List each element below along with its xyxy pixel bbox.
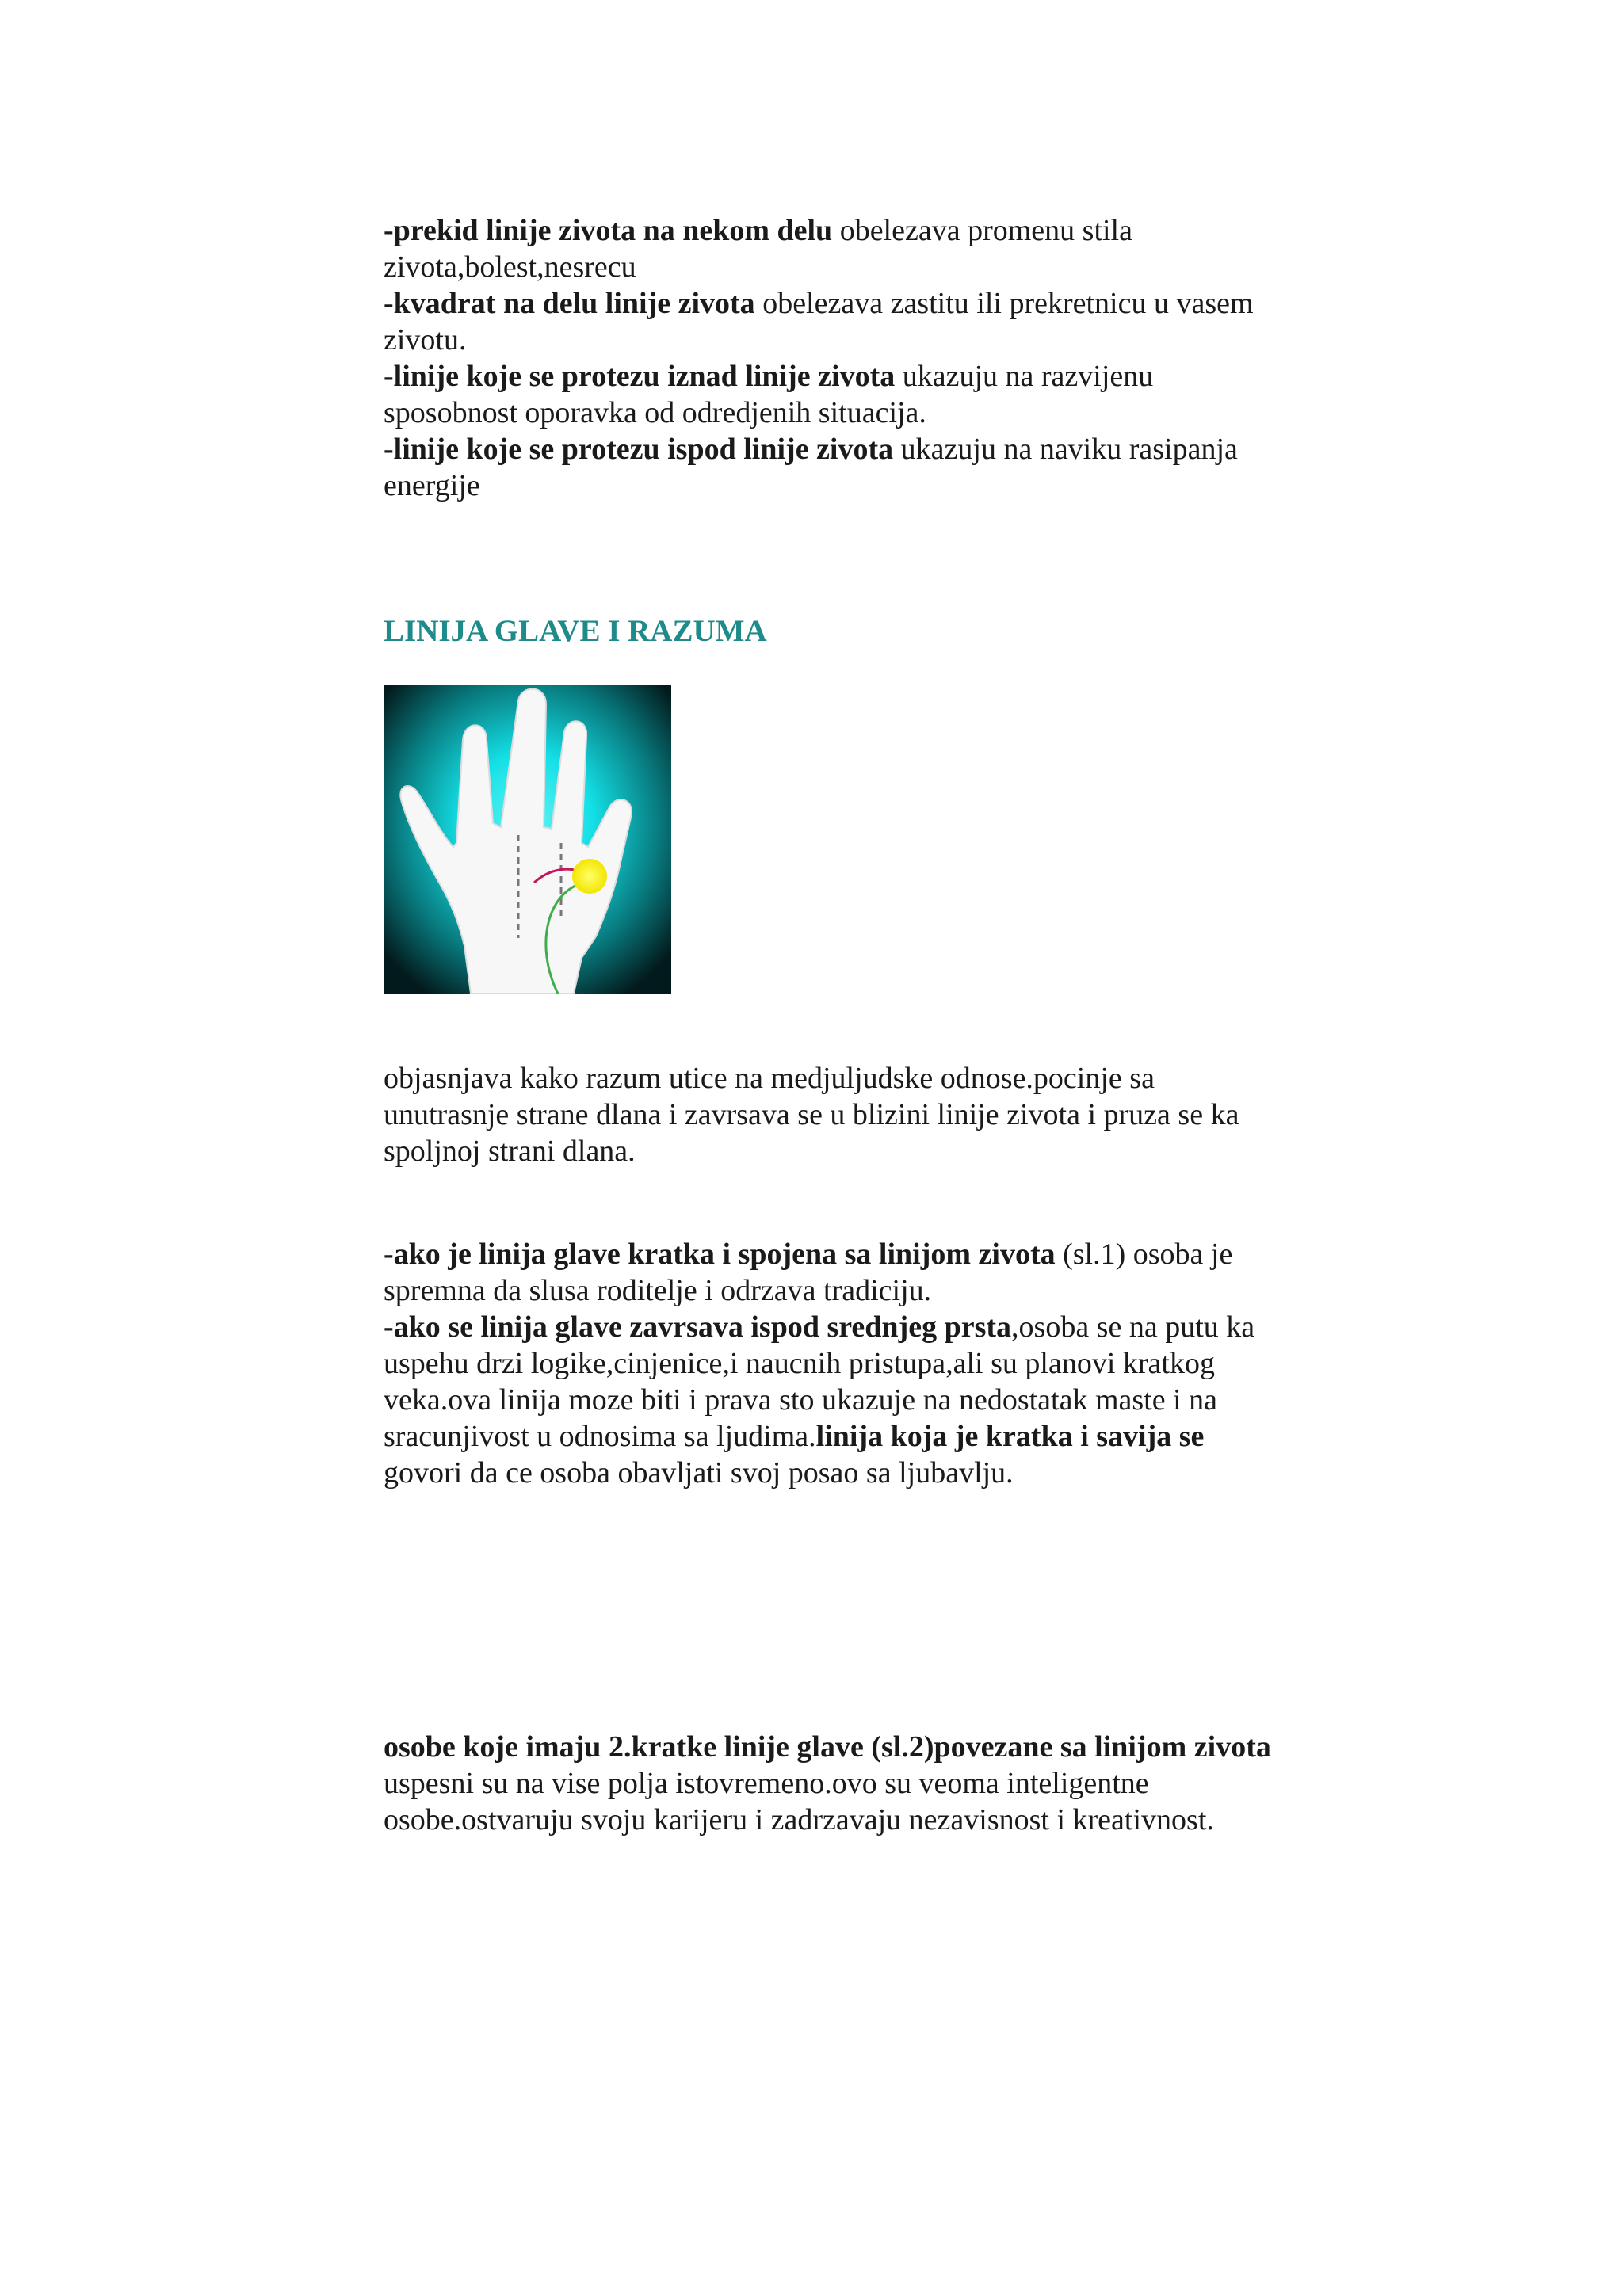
text-run: ukazuju na naviku rasipanja — [893, 433, 1238, 466]
text-line — [384, 1272, 1366, 1309]
text-line — [384, 1765, 1366, 1802]
text-line — [384, 1133, 1366, 1169]
text-run: zivota,bolest,nesrecu — [384, 250, 636, 284]
bold-phrase: -ako je linija glave kratka i spojena sa linijom zivota — [384, 1238, 1056, 1271]
text-run: spremna da slusa roditelje i odrzava tradiciju. — [384, 1274, 932, 1307]
text-line — [384, 1097, 1366, 1133]
text-run: sracunjivost u odnosima sa ljudima. — [384, 1420, 816, 1453]
yellow-marker-dot — [572, 859, 607, 894]
text-line — [384, 1418, 1366, 1455]
text-line — [384, 1729, 1366, 1765]
palm-illustration-svg — [384, 685, 671, 994]
text-run: veka.ova linija moze biti i prava sto ukazuje na nedostatak maste i na — [384, 1383, 1218, 1417]
text-run: ukazuju na razvijenu — [895, 360, 1154, 393]
bold-phrase: linija koja je kratka i savija se — [815, 1420, 1205, 1453]
paragraph-head-line-types — [384, 1236, 1366, 1491]
text-run: sposobnost oporavka od odredjenih situacija. — [384, 396, 926, 429]
text-run: osobe.ostvaruju svoju karijeru i zadrzavaju nezavisnost i kreativnost. — [384, 1803, 1214, 1836]
text-line — [384, 285, 1366, 322]
text-line — [384, 322, 1366, 358]
paragraph-head-line-description — [384, 1060, 1366, 1169]
text-line — [384, 1060, 1366, 1097]
text-run: uspesni su na vise polja istovremeno.ovo su veoma inteligentne — [384, 1767, 1149, 1800]
text-line — [384, 1309, 1366, 1345]
text-run: zivotu. — [384, 323, 467, 357]
bold-phrase: -prekid linije zivota na nekom delu — [384, 214, 833, 247]
text-line — [384, 395, 1366, 431]
text-line — [384, 1236, 1366, 1272]
text-line — [384, 1802, 1366, 1838]
text-run: obelezava zastitu ili prekretnicu u vasem — [754, 287, 1254, 320]
text-run: ,osoba se na putu ka — [1011, 1310, 1255, 1344]
bold-phrase: -linije koje se protezu ispod linije zivota — [384, 433, 894, 466]
bold-phrase: -ako se linija glave zavrsava ispod srednjeg prsta — [384, 1310, 1012, 1344]
text-line — [384, 1382, 1366, 1418]
section-heading: LINIJA GLAVE I RAZUMA — [384, 614, 767, 648]
text-run: unutrasnje strane dlana i zavrsava se u blizini linije zivota i pruza se ka — [384, 1098, 1239, 1131]
text-run: (sl.1) osoba je — [1055, 1238, 1233, 1271]
text-run: objasnjava kako razum utice na medjuljudske odnose.pocinje sa — [384, 1062, 1155, 1095]
bold-phrase: -linije koje se protezu iznad linije zivota — [384, 360, 896, 393]
bold-phrase: -kvadrat na delu linije zivota — [384, 287, 755, 320]
text-run: spoljnoj strani dlana. — [384, 1135, 636, 1168]
text-line — [384, 249, 1366, 285]
text-run: obelezava promenu stila — [832, 214, 1132, 247]
text-line — [384, 467, 1366, 504]
text-run: uspehu drzi logike,cinjenice,i naucnih pristupa,ali su planovi kratkog — [384, 1347, 1215, 1380]
bold-phrase: osobe koje imaju 2.kratke linije glave (sl.2)povezane sa linijom zivota — [384, 1730, 1271, 1764]
text-line — [384, 1345, 1366, 1382]
paragraph-two-head-lines — [384, 1729, 1366, 1838]
palm-head-line-illustration — [384, 685, 671, 994]
text-line — [384, 212, 1366, 249]
text-run: govori da ce osoba obavljati svoj posao sa ljubavlju. — [384, 1456, 1014, 1489]
text-run: energije — [384, 469, 480, 502]
paragraph-life-line-marks — [384, 212, 1366, 504]
text-line — [384, 358, 1366, 395]
text-line — [384, 431, 1366, 467]
text-line — [384, 1455, 1366, 1491]
